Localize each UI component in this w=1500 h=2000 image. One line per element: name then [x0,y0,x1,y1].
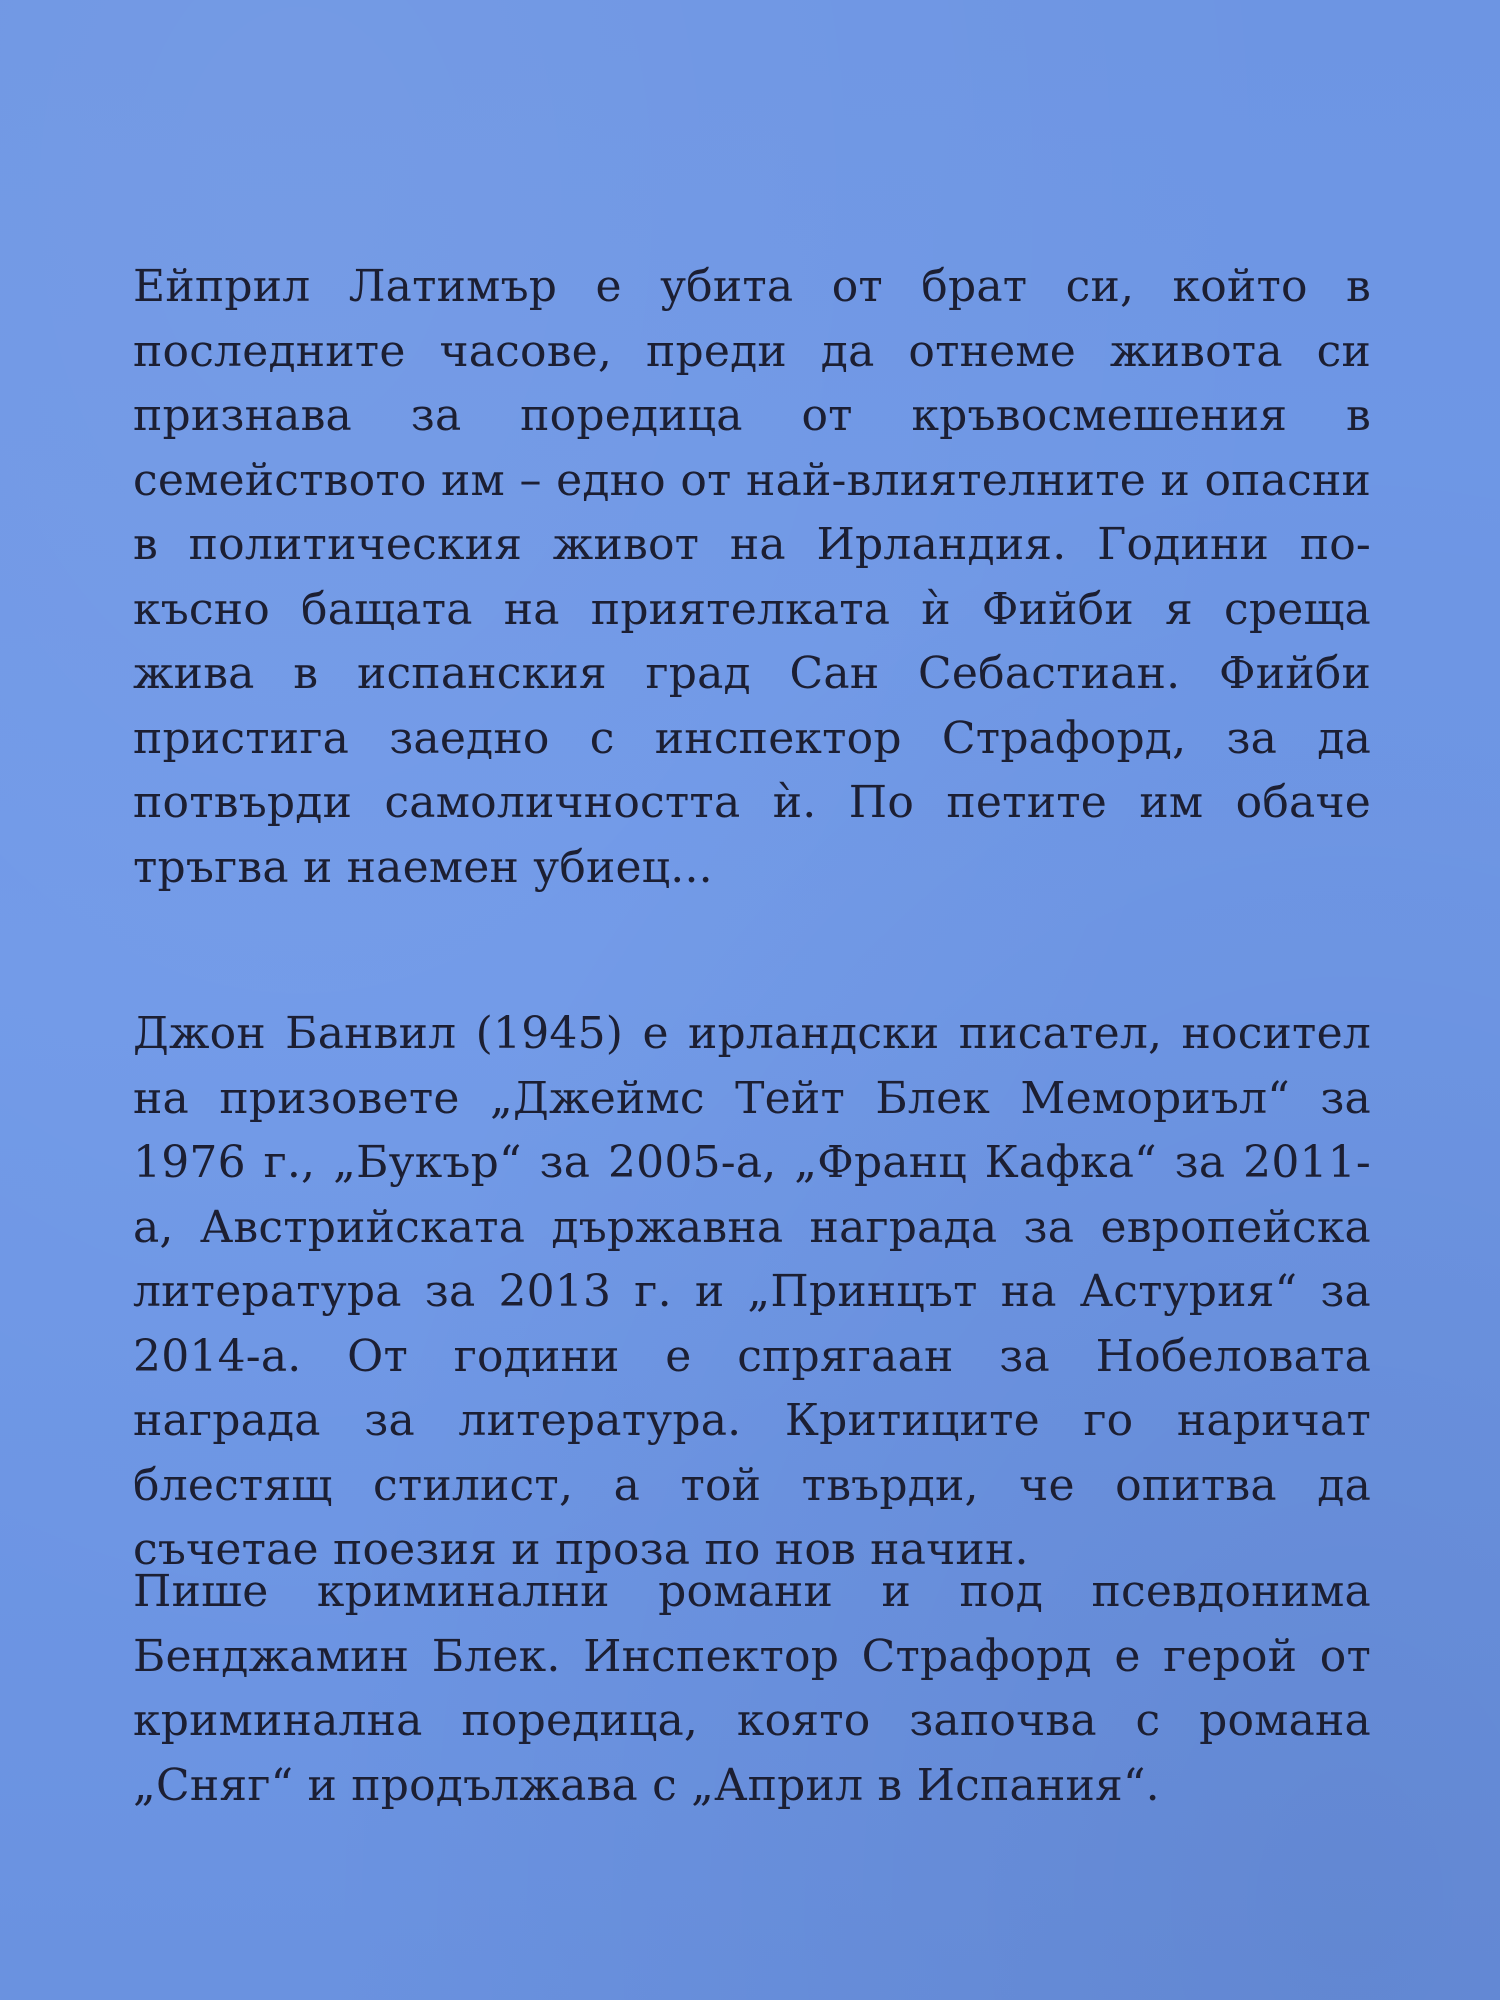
author-bio-paragraph [133,1002,1371,1583]
author-bio-text: Джон Банвил (1945) е ирландски писател, носител на призовете „Джеймс Тейт Блек Мемориъл“ за 1976 г., „Букър“ за 2005-а, „Франц Кафка“ за 2011-а, Австрийската държавна награда за европейска литература за 2013 г. и „Принцът на Астурия“ за 2014-а. От години е спрягаан за Нобеловата награда за литература. Критиците го наричат блестящ стилист, а той твърди, че опитва да съчетае поезия и проза по нов начин. [133,1008,1371,1575]
pseudonym-text: Пише криминални романи и под псевдонима Бенджамин Блек. Инспектор Страфорд е герой от криминална поредица, която започва с романа „Сняг“ и продължава с „Април в Испания“. [133,1566,1371,1811]
synopsis-paragraph [133,255,1371,900]
pseudonym-paragraph [133,1560,1371,1818]
synopsis-text: Ейприл Латимър е убита от брат си, който в последните часове, преди да отнеме живота си признава за поредица от кръвосмешения в семейството им – едно от най-влиятелните и опасни в политическия живот на Ирландия. Години по-късно бащата на приятелката ѝ Фийби я среща жива в испанския град Сан Себастиан. Фийби пристига заедно с инспектор Страфорд, за да потвърди самоличността ѝ. По петите им обаче тръгва и наемен убиец... [133,261,1371,893]
